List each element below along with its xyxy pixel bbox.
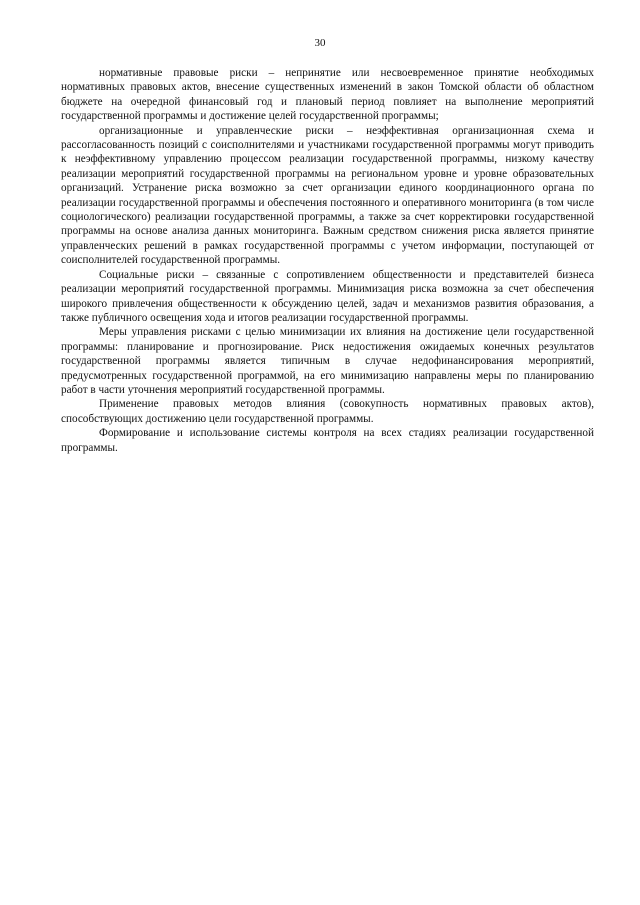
paragraph-legal-risks: нормативные правовые риски – непринятие или несвоевременное принятие необходимых нормативных правовых актов, внесение существенных изменений в закон Томской области об областном бюджете на очередной финансовый год и плановый период повлияет на выполнение мероприятий государственной программы и достижение целей государственной программы; [61, 67, 594, 123]
paragraph-risk-management-measures: Меры управления рисками с целью минимизации их влияния на достижение цели государственной программы: планирование и прогнозирование. Риск недостижения ожидаемых конечных результатов государственной программы является типичным в случае недофинансирования мероприятий, предусмотренных государственной программой, на его минимизацию направлены меры по планированию работ в части уточнения мероприятий государственной программы. [61, 326, 594, 396]
document-body [61, 66, 594, 455]
paragraph-organizational-risks: организационные и управленческие риски – неэффективная организационная схема и рассогласованность позиций с соисполнителями и участниками государственной программы могут приводить к неэффективному управлению процессом реализации государственной программы, низкому качеству реализации мероприятий государственной программы на региональном уровне и уровне образовательных организаций. Устранение риска возможно за счет организации единого координационного органа по реализации государственной программы и обеспечения постоянного и оперативного мониторинга (в том числе социологического) реализации государственной программы, а также за счет корректировки государственной программы на основе анализа данных мониторинга. Важным средством снижения риска является принятие управленческих решений в рамках государственной программы с учетом информации, поступающей от соисполнителей государственной программы. [61, 124, 594, 267]
paragraph-control-system: Формирование и использование системы контроля на всех стадиях реализации государственной программы. [61, 427, 594, 454]
paragraph-social-risks: Социальные риски – связанные с сопротивлением общественности и представителей бизнеса реализации мероприятий государственной программы. Минимизация риска возможна за счет обеспечения широкого привлечения общественности к обсуждению целей, задач и механизмов развития образования, а также публичного освещения хода и итогов реализации государственной программы. [61, 268, 594, 324]
page-number: 30 [314, 37, 326, 49]
paragraph-legal-methods: Применение правовых методов влияния (совокупность нормативных правовых актов), способствующих достижению цели государственной программы. [61, 398, 594, 425]
